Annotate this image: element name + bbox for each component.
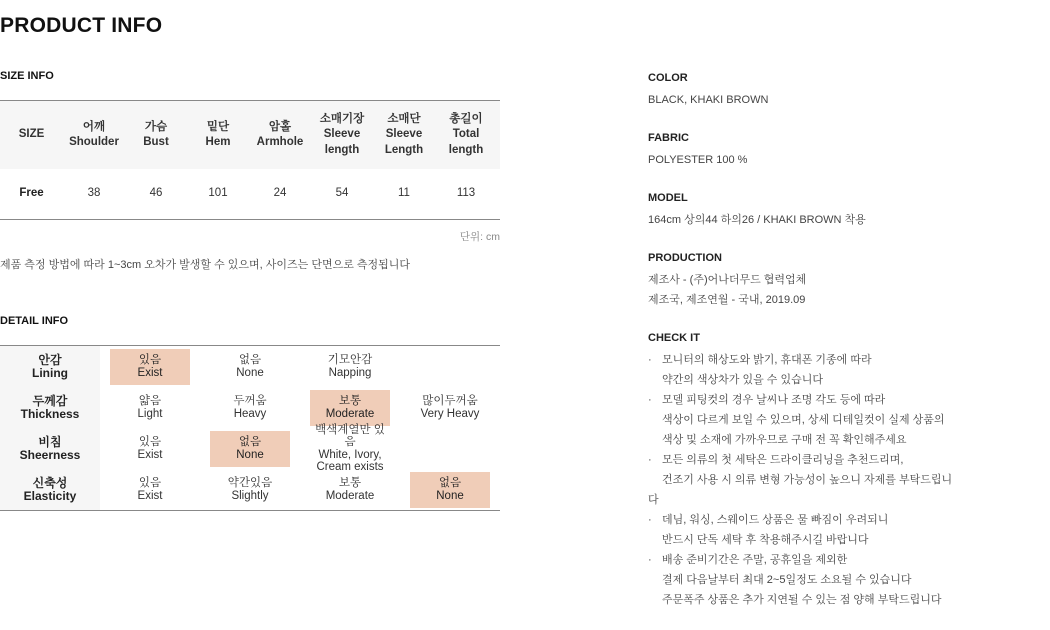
column-label-ko: 소매기장	[319, 112, 365, 125]
detail-row	[0, 423, 500, 473]
fabric-value: POLYESTER 100 %	[648, 154, 748, 166]
column-label-ko: 소매단	[387, 112, 421, 125]
model-block	[648, 190, 1048, 230]
check-item-line: 건조기 사용 시 의류 변형 가능성이 높으니 자제를 부탁드립니	[662, 474, 953, 486]
column-label-en: Bust	[143, 136, 169, 148]
detail-option-selected	[110, 349, 190, 385]
detail-row	[0, 387, 500, 428]
size-value-cell: 46	[149, 187, 163, 200]
option-ko: 없음	[238, 354, 262, 366]
check-item-line: 데님, 워싱, 스웨이드 상품은 물 빠짐이 우려되니	[662, 514, 889, 526]
check-item-line: 배송 준비기간은 주말, 공휴일을 제외한	[662, 554, 848, 566]
column-label-en: Sleeve Length	[384, 128, 424, 156]
fabric-block	[648, 130, 1048, 170]
size-header-cell	[0, 101, 63, 169]
check-item-line: 색상 및 소재에 가까우므로 구매 전 꼭 확인해주세요	[662, 434, 907, 446]
check-item-line: 결제 다음날부터 최대 2~5일정도 소요될 수 있습니다	[662, 574, 912, 586]
fabric-heading: FABRIC	[648, 132, 689, 144]
size-value-cell: 101	[208, 187, 228, 200]
option-en: Exist	[137, 366, 163, 379]
detail-label-en: Elasticity	[23, 488, 77, 503]
detail-row	[0, 346, 500, 387]
column-label-en: Shoulder	[69, 136, 119, 148]
size-info-heading: SIZE INFO	[0, 70, 54, 82]
detail-label-ko: 비침	[38, 434, 62, 449]
option-ko: 많이두꺼움	[422, 395, 478, 407]
detail-option	[310, 349, 390, 385]
option-ko: 보통	[338, 477, 362, 489]
detail-option	[310, 423, 390, 473]
option-ko: 얇음	[138, 395, 162, 407]
size-value-cell: 11	[398, 187, 410, 200]
bullet-icon: ·	[648, 454, 652, 466]
detail-option-selected	[210, 431, 290, 467]
detail-label	[0, 346, 100, 387]
size-header-cell	[249, 101, 311, 169]
product-info-column	[648, 70, 1048, 630]
detail-label-en: Thickness	[20, 406, 80, 421]
detail-option	[310, 472, 390, 508]
check-it-heading: CHECK IT	[648, 332, 700, 344]
detail-label-ko: 두께감	[32, 393, 68, 408]
option-ko: 있음	[138, 354, 162, 366]
column-label-en: Hem	[205, 136, 231, 148]
production-line: 제조사 - (주)어나더무드 협력업체	[648, 274, 807, 286]
column-label-ko: 어깨	[82, 120, 106, 133]
option-ko: 있음	[138, 436, 162, 448]
check-item-line: 모든 의류의 첫 세탁은 드라이클리닝을 추천드리며,	[662, 454, 904, 466]
option-en: None	[236, 366, 264, 379]
bullet-icon: ·	[648, 354, 652, 366]
size-header-cell	[373, 101, 435, 169]
option-ko: 백색계열만 있음	[315, 423, 385, 448]
option-ko: 약간있음	[227, 477, 273, 489]
bullet-icon: ·	[648, 514, 652, 526]
size-value-cell: 24	[273, 187, 287, 200]
check-it-list	[648, 350, 1048, 610]
option-ko: 있음	[138, 477, 162, 489]
size-header-cell	[125, 101, 187, 169]
bullet-icon: ·	[648, 554, 652, 566]
production-heading: PRODUCTION	[648, 252, 722, 264]
detail-label-en: Sheerness	[19, 447, 81, 462]
column-label-ko: 암홀	[268, 120, 292, 133]
option-en: Exist	[137, 489, 163, 502]
bullet-icon: ·	[648, 394, 652, 406]
size-header-cell	[63, 101, 125, 169]
detail-option-selected	[310, 390, 390, 426]
detail-option	[410, 390, 490, 426]
detail-option	[210, 349, 290, 385]
option-ko: 없음	[238, 436, 262, 448]
detail-table	[0, 345, 500, 511]
page-title: PRODUCT INFO	[0, 14, 163, 37]
detail-label-ko: 신축성	[32, 475, 68, 490]
detail-label-en: Lining	[32, 365, 68, 380]
size-note: 제품 측정 방법에 따라 1~3cm 오차가 발생할 수 있으며, 사이즈는 단면으로 측정됩니다	[0, 259, 411, 271]
detail-label	[0, 387, 100, 428]
detail-option	[410, 349, 490, 385]
option-ko: 두꺼움	[233, 395, 267, 407]
detail-option	[110, 431, 190, 467]
check-item	[648, 350, 1048, 390]
check-it-block	[648, 330, 1048, 610]
detail-option	[110, 390, 190, 426]
check-item	[648, 510, 1048, 550]
color-value: BLACK, KHAKI BROWN	[648, 94, 769, 106]
option-en: Slightly	[231, 489, 269, 502]
option-en: None	[236, 448, 264, 461]
detail-option	[110, 472, 190, 508]
check-item-line: 색상이 다르게 보일 수 있으며, 상세 디테일컷이 실제 상품의	[662, 414, 945, 426]
check-item	[648, 550, 1048, 610]
size-value-cell: 113	[456, 187, 476, 200]
table-row	[0, 169, 500, 219]
size-header-cell	[435, 101, 497, 169]
column-label-en: SIZE	[18, 128, 45, 141]
column-label-en: Sleeve length	[323, 128, 361, 156]
detail-info-heading: DETAIL INFO	[0, 315, 69, 327]
check-item	[648, 390, 1048, 450]
size-value-cell: 38	[87, 187, 101, 200]
detail-option-selected	[410, 472, 490, 508]
detail-label-ko: 안감	[38, 352, 62, 367]
color-heading: COLOR	[648, 72, 688, 84]
check-item-line: 반드시 단독 세탁 후 착용해주시길 바랍니다	[662, 534, 869, 546]
size-name-cell: Free	[19, 187, 44, 200]
check-item-line: 모델 피팅컷의 경우 날씨나 조명 각도 등에 따라	[662, 394, 886, 406]
size-table	[0, 100, 500, 220]
model-value: 164cm 상의44 하의26 / KHAKI BROWN 착용	[648, 214, 866, 226]
size-value-cell: 54	[335, 187, 349, 200]
detail-option	[410, 431, 490, 467]
option-ko: 기모안감	[327, 354, 373, 366]
column-label-ko: 밑단	[206, 120, 230, 133]
option-en: Exist	[137, 448, 163, 461]
option-ko: 보통	[338, 395, 362, 407]
check-item-line: 주문폭주 상품은 추가 지연될 수 있는 점 양해 부탁드립니다	[662, 594, 942, 606]
column-label-en: Armhole	[256, 136, 304, 148]
option-en: Very Heavy	[420, 407, 480, 420]
production-line: 제조국, 제조연월 - 국내, 2019.09	[648, 294, 806, 306]
unit-label: 단위: cm	[459, 231, 500, 243]
detail-option	[210, 472, 290, 508]
column-label-ko: 총길이	[449, 112, 483, 125]
size-header-cell	[187, 101, 249, 169]
option-en: None	[436, 489, 464, 502]
detail-label	[0, 469, 100, 510]
column-label-ko: 가슴	[144, 120, 168, 133]
detail-option	[210, 390, 290, 426]
option-en: Light	[137, 407, 163, 420]
detail-row	[0, 469, 500, 510]
option-en: Napping	[328, 366, 372, 379]
color-block	[648, 70, 1048, 110]
option-ko: 없음	[438, 477, 462, 489]
option-en: Heavy	[233, 407, 267, 420]
check-item-line: 약간의 색상차가 있을 수 있습니다	[662, 374, 823, 386]
option-en: Moderate	[325, 489, 375, 502]
size-table-body	[0, 169, 500, 219]
option-en: White, Ivory, Cream exists	[316, 448, 384, 473]
size-table-header	[0, 101, 500, 169]
model-heading: MODEL	[648, 192, 688, 204]
check-item-line: 다	[648, 494, 659, 506]
detail-label	[0, 428, 100, 469]
column-label-en: Total length	[448, 128, 484, 156]
size-header-cell	[311, 101, 373, 169]
check-item	[648, 450, 1048, 510]
production-block	[648, 250, 1048, 310]
option-en: Moderate	[325, 407, 375, 420]
check-item-line: 모니터의 해상도와 밝기, 휴대폰 기종에 따라	[662, 354, 872, 366]
